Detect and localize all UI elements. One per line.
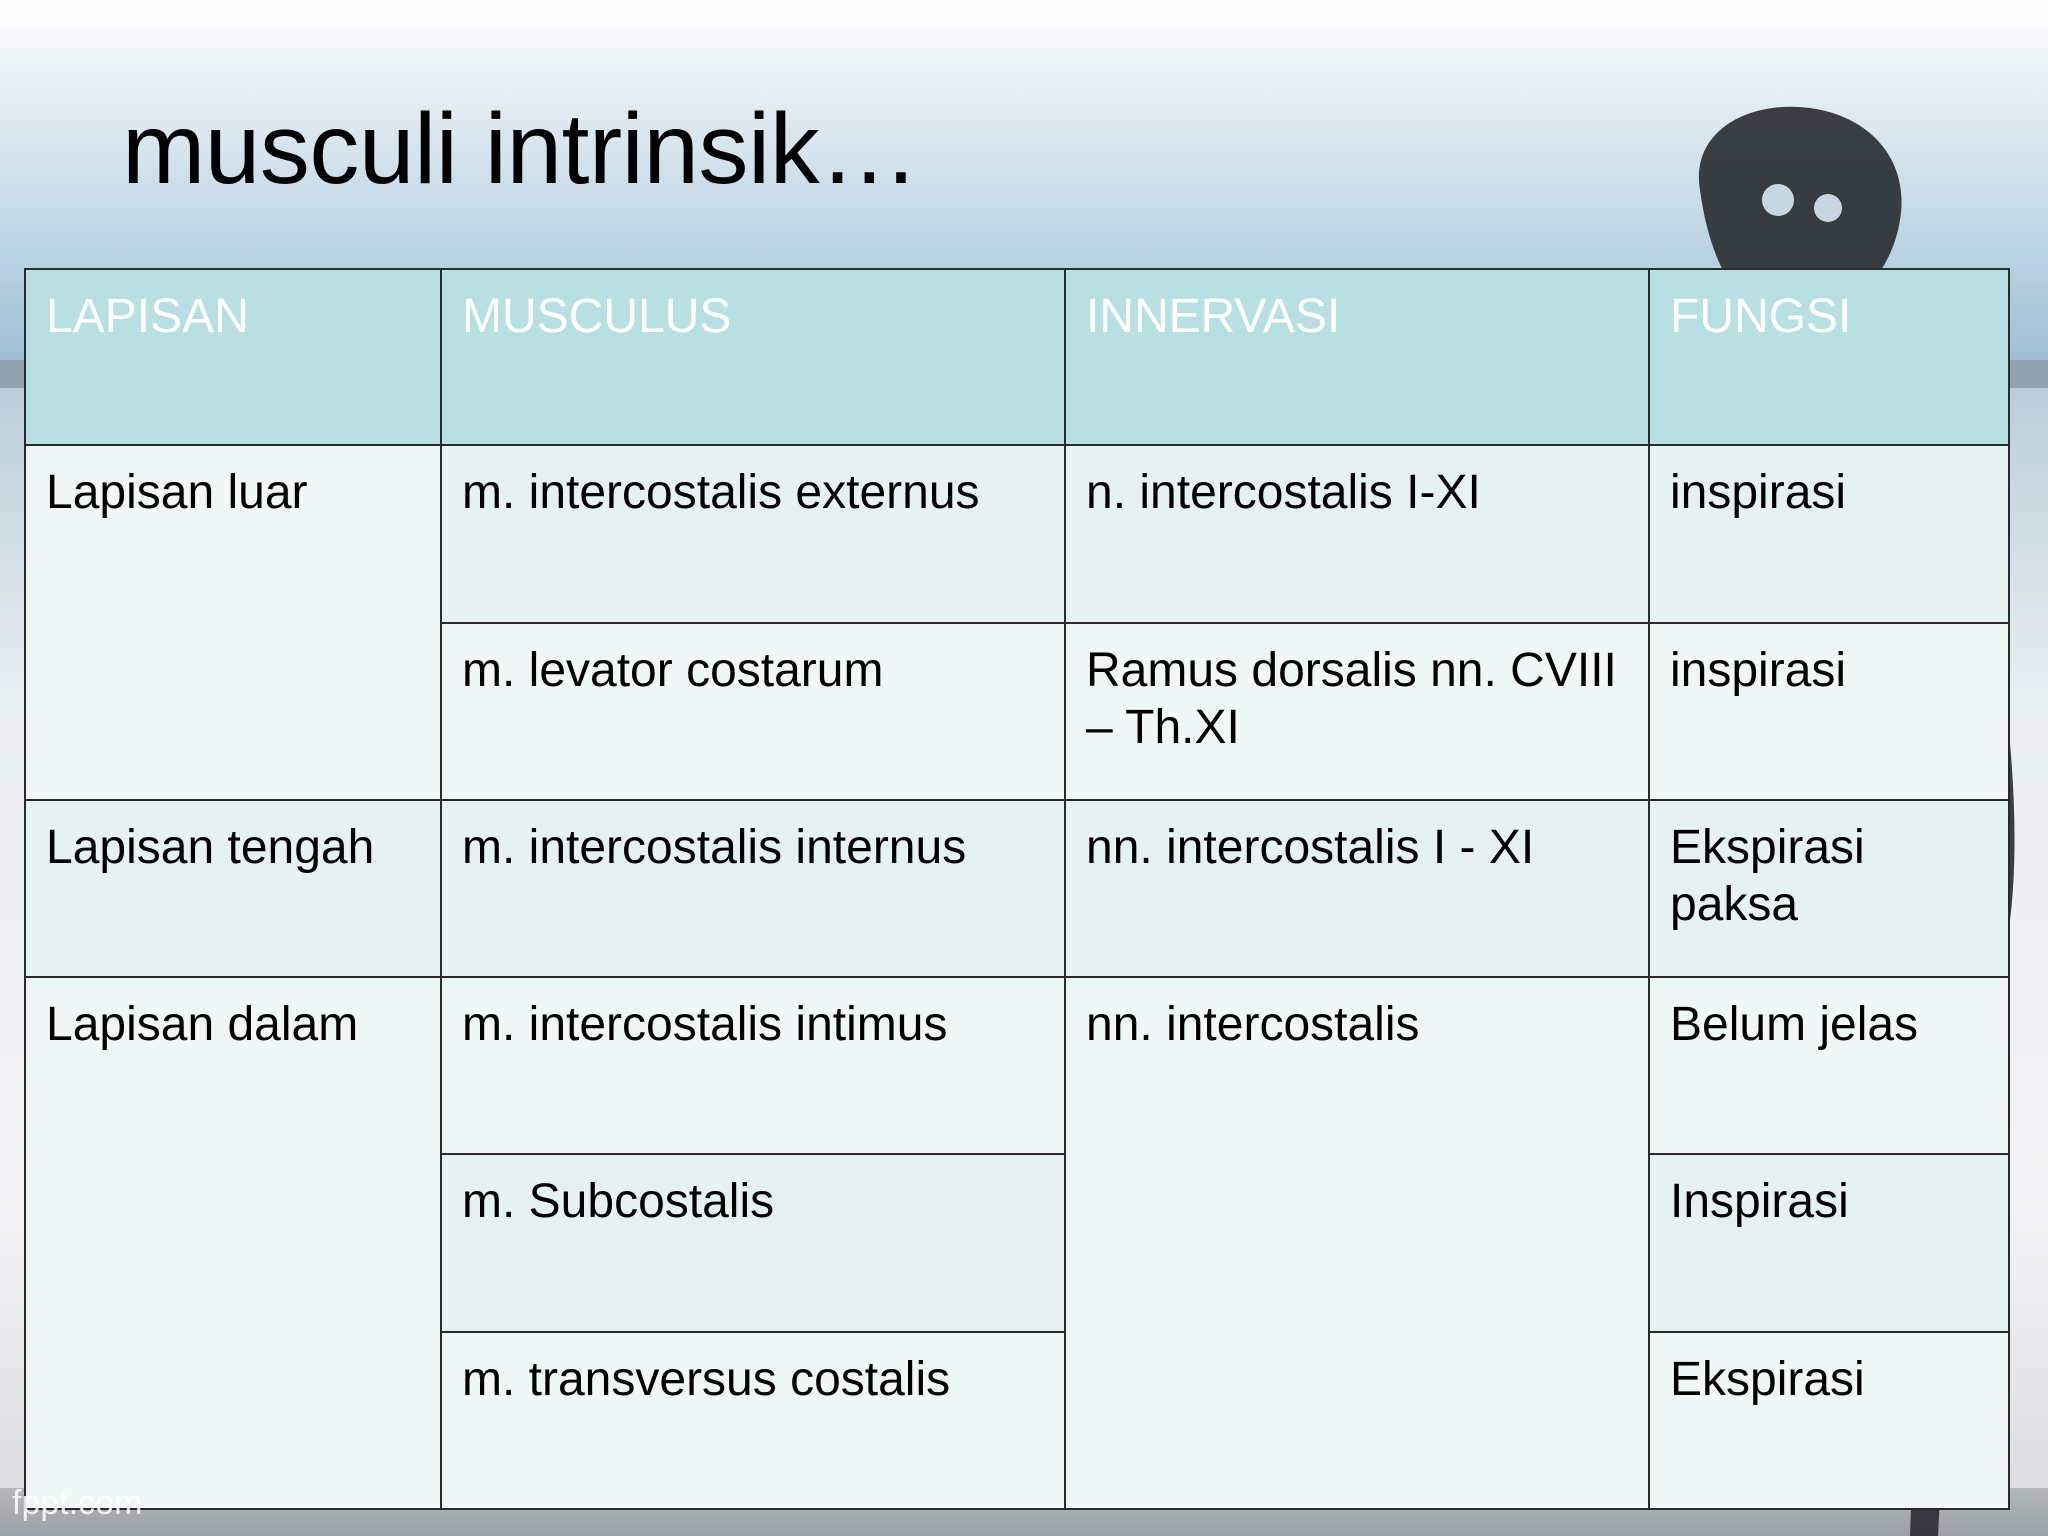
cell-musculus: m. intercostalis internus [441, 800, 1065, 977]
cell-musculus: m. transversus costalis [441, 1332, 1065, 1509]
cell-musculus: m. intercostalis intimus [441, 977, 1065, 1154]
cell-lapisan: Lapisan tengah [25, 800, 441, 977]
cell-musculus: m. levator costarum [441, 623, 1065, 800]
cell-lapisan: Lapisan luar [25, 445, 441, 800]
header-musculus: MUSCULUS [441, 269, 1065, 445]
cell-innervasi: Ramus dorsalis nn. CVIII – Th.XI [1065, 623, 1649, 800]
muscle-table [24, 268, 2010, 1510]
header-innervasi: INNERVASI [1065, 269, 1649, 445]
table-row [25, 977, 2009, 1154]
cell-musculus: m. intercostalis externus [441, 445, 1065, 622]
cell-innervasi: n. intercostalis I-XI [1065, 445, 1649, 622]
cell-innervasi: nn. intercostalis I - XI [1065, 800, 1649, 977]
table-header-row [25, 269, 2009, 445]
cell-fungsi: Ekspirasi [1649, 1332, 2009, 1509]
cell-fungsi: Ekspirasi paksa [1649, 800, 2009, 977]
cell-fungsi: inspirasi [1649, 623, 2009, 800]
watermark: fppt.com [12, 1484, 143, 1522]
slide-title: musculi intrinsik… [122, 93, 919, 205]
cell-musculus: m. Subcostalis [441, 1154, 1065, 1331]
header-lapisan: LAPISAN [25, 269, 441, 445]
cell-fungsi: inspirasi [1649, 445, 2009, 622]
table-row [25, 445, 2009, 622]
cell-lapisan: Lapisan dalam [25, 977, 441, 1509]
cell-fungsi: Belum jelas [1649, 977, 2009, 1154]
table-row [25, 800, 2009, 977]
cell-innervasi: nn. intercostalis [1065, 977, 1649, 1509]
cell-fungsi: Inspirasi [1649, 1154, 2009, 1331]
header-fungsi: FUNGSI [1649, 269, 2009, 445]
